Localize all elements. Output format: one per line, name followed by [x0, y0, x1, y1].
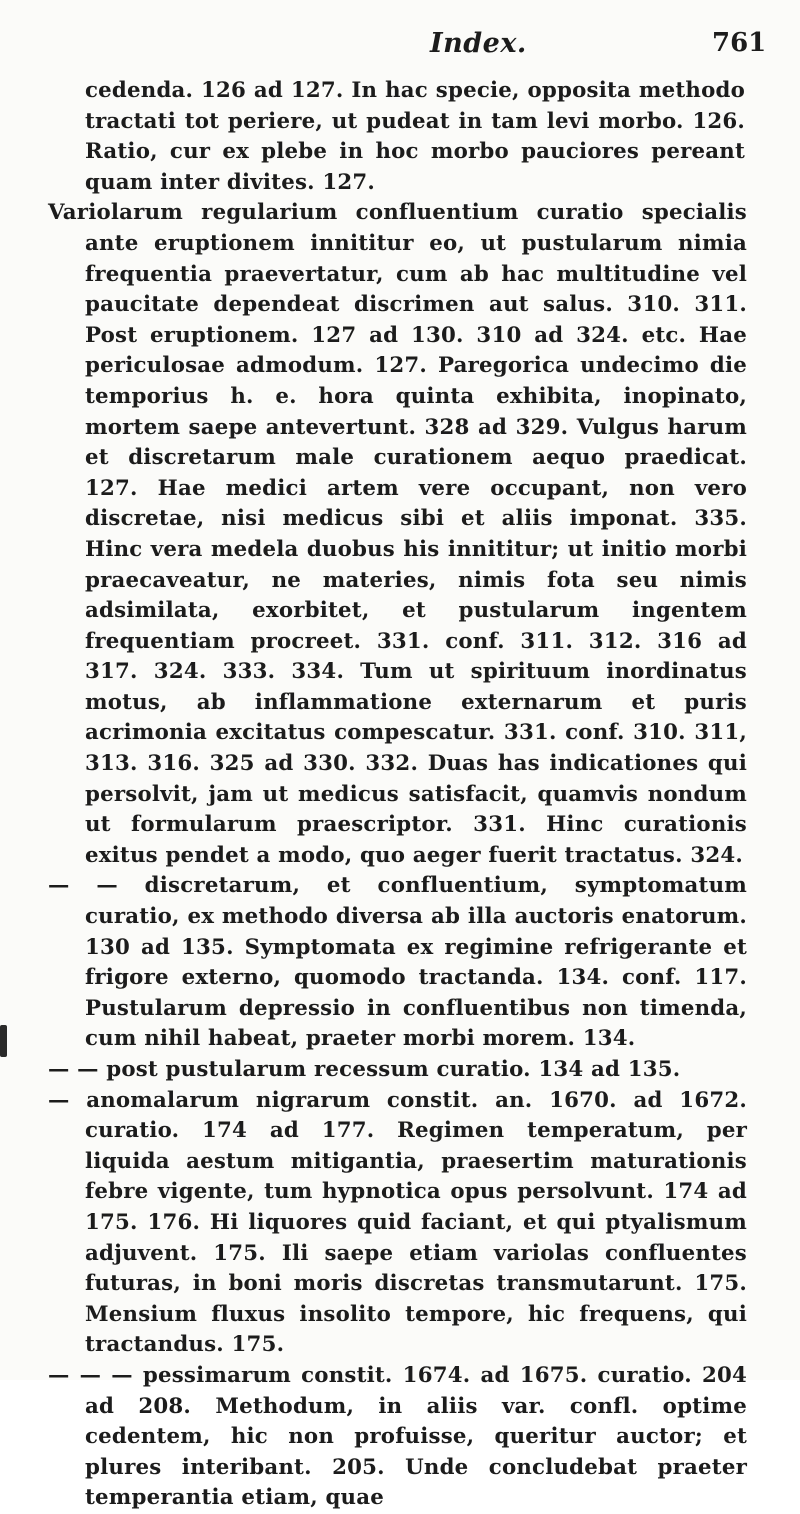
- running-title: Index.: [430, 28, 527, 59]
- page-number: 761: [712, 28, 767, 58]
- margin-ink-mark: [0, 1025, 7, 1057]
- index-entry-variolarum-confluentium: Variolarum regularium confluentium curatio specialis ante eruptionem innititur eo, ut pustularum nimia frequentia praevertatur, cum ab hac multitudine vel paucitate dependeat discrimen aut salus. 310. 311. Post eruptionem. 127 ad 130. 310 ad 324. etc. Hae periculosae admodum. 127. Paregorica undecimo die temporius h. e. hora quinta exhibita, inopinato, mortem saepe antevertunt. 328 ad 329. Vulgus harum et discretarum male curationem aequo praedicat. 127. Hae medici artem vere occupant, non vero discretae, nisi medicus sibi et aliis imponat. 335. Hinc vera medela duobus his innititur; ut initio morbi praecaveatur, ne materies, nimis fota seu nimis adsimilata, exorbitet, et pustularum ingentem frequentiam procreet. 331. conf. 311. 312. 316 ad 317. 324. 333. 334. Tum ut spirituum inordinatus motus, ab inflammatione externarum et puris acrimonia excitatus compescatur. 331. conf. 310. 311, 313. 316. 325 ad 330. 332. Duas has indicationes qui persolvit, jam ut medicus satisfacit, quamvis nondum ut formularum praescriptor. 331. Hinc curationis exitus pendet a modo, quo aeger fuerit tractatus. 324.: [48, 200, 747, 868]
- index-entry-anomalarum-nigrarum: — anomalarum nigrarum constit. an. 1670. ad 1672. curatio. 174 ad 177. Regimen temperatum, per liquida aestum mitigantia, praesertim maturationis febre vigente, tum hypnotica opus persolvunt. 174 ad 175. 176. Hi liquores quid faciant, et qui ptyalismum adjuvent. 175. Ili saepe etiam variolas confluentes futuras, in boni moris discretas transmutarunt. 175. Mensium fluxus insolito tempore, hic frequens, qui tractandus. 175.: [48, 1087, 747, 1358]
- page-header: [0, 28, 800, 68]
- index-entry-post-recessum: — — post pustularum recessum curatio. 134 ad 135.: [48, 1057, 681, 1082]
- index-entry-discretarum-symptomata: — — discretarum, et confluentium, symptomatum curatio, ex methodo diversa ab illa auctoris enatorum. 130 ad 135. Symptomata ex regimine refrigerante et frigore externo, quomodo tractanda. 134. conf. 117. Pustularum depressio in confluentibus non timenda, cum nihil habeat, praeter morbi morem. 134.: [48, 873, 747, 1052]
- index-entries: [0, 76, 800, 1514]
- index-entry-pessimarum: — — — pessimarum constit. 1674. ad 1675. curatio. 204 ad 208. Methodum, in aliis var. confl. optime cedentem, hic non profuisse, queritur auctor; et plures interibant. 205. Unde concludebat praeter temperantia etiam, quae: [48, 1362, 747, 1511]
- index-entry-continuation: cedenda. 126 ad 127. In hac specie, opposita methodo tractati tot periere, ut pudeat in tam levi morbo. 126. Ratio, cur ex plebe in hoc morbo pauciores pereant quam inter divites. 127.: [85, 78, 745, 195]
